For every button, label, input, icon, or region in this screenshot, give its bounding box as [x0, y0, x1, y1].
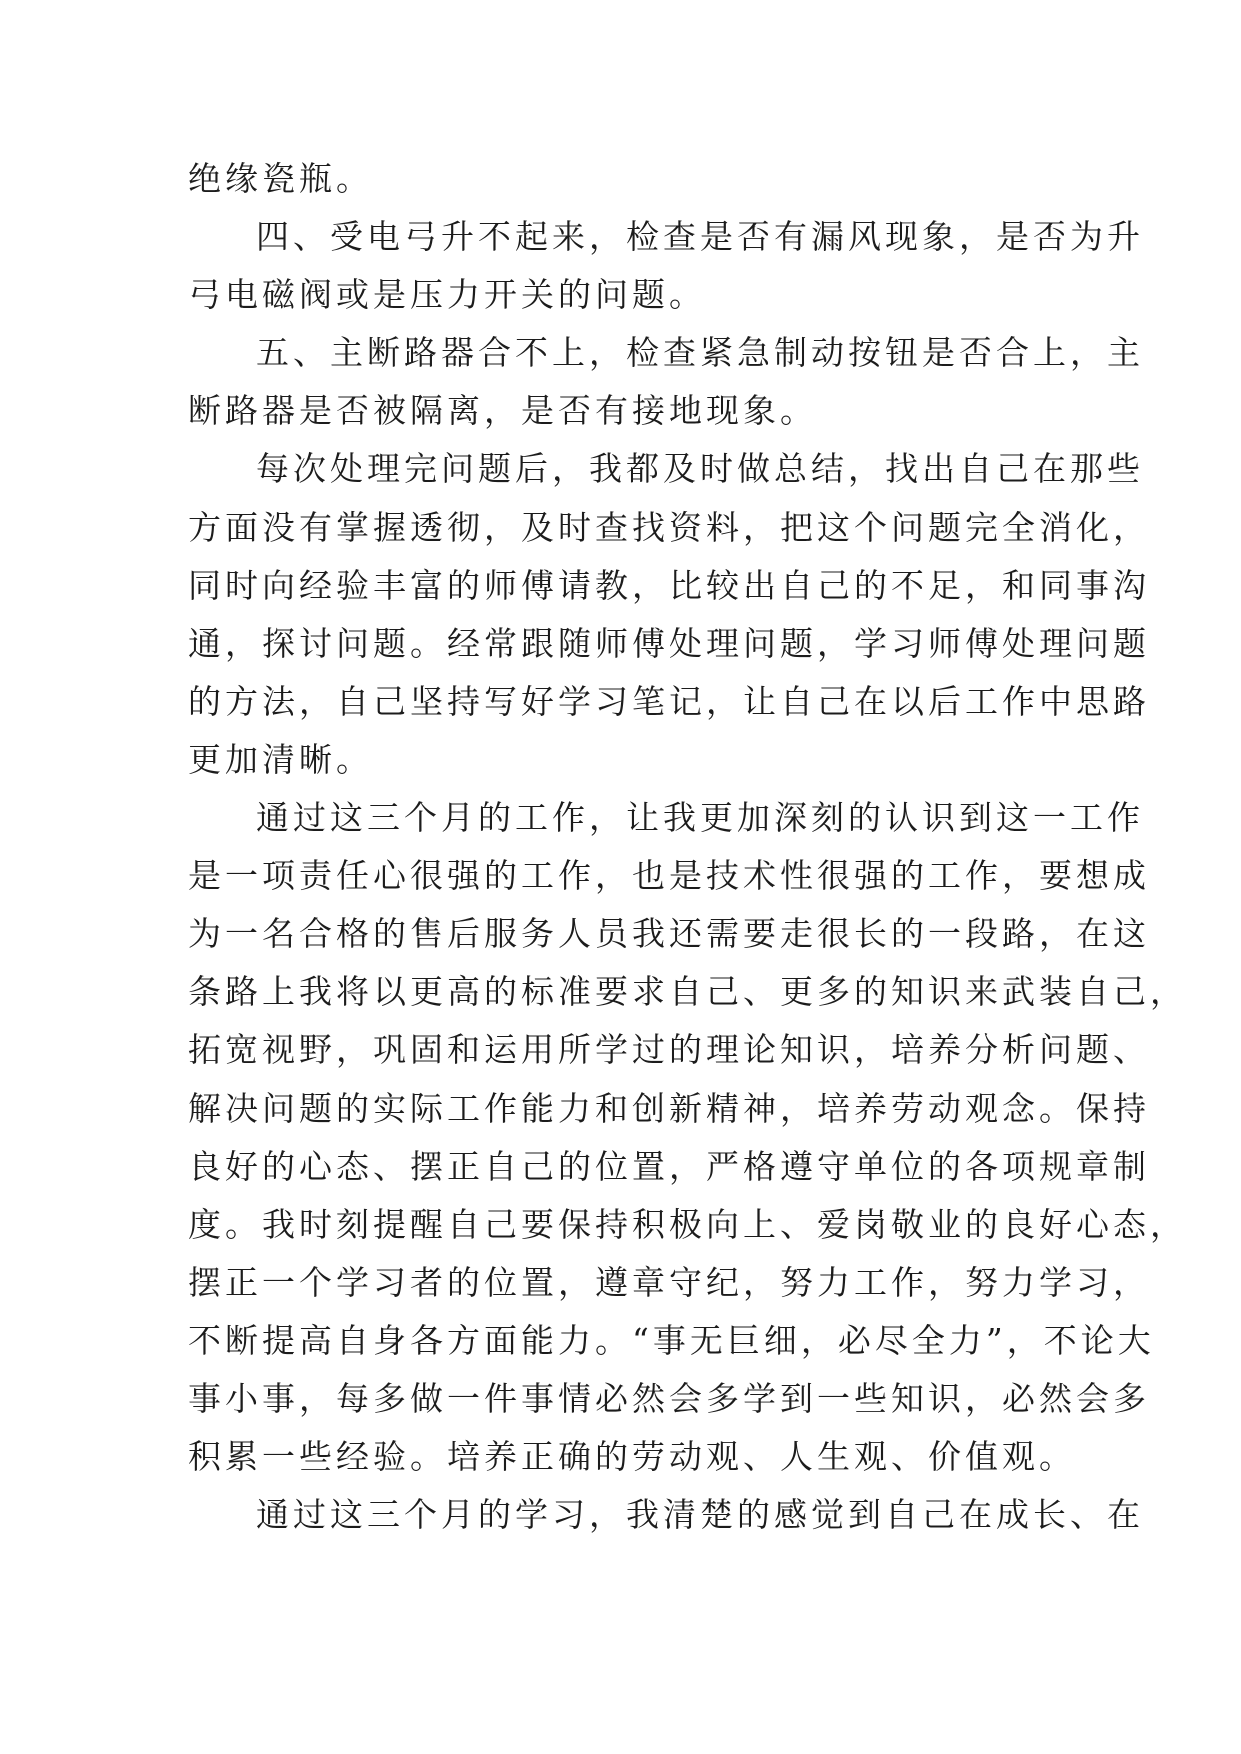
text-line: 弓电磁阀或是压力开关的问题。	[188, 275, 706, 315]
text-line: 不断提高自身各方面能力。“事无巨细，必尽全力”，不论大	[188, 1320, 1155, 1360]
text-line: 通过这三个月的工作，让我更加深刻的认识到这一工作	[256, 798, 1144, 838]
document-body	[188, 150, 1187, 1544]
text-line: 断路器是否被隔离，是否有接地现象。	[188, 391, 817, 431]
text-line: 条路上我将以更高的标准要求自己、更多的知识来武装自己，	[188, 972, 1187, 1012]
text-line: 解决问题的实际工作能力和创新精神，培养劳动观念。保持	[188, 1088, 1150, 1128]
text-line: 方面没有掌握透彻，及时查找资料，把这个问题完全消化，	[188, 507, 1150, 547]
text-line: 积累一些经验。培养正确的劳动观、人生观、价值观。	[188, 1437, 1076, 1477]
text-line: 通，探讨问题。经常跟随师傅处理问题，学习师傅处理问题	[188, 623, 1150, 663]
text-line: 五、主断路器合不上，检查紧急制动按钮是否合上，主	[256, 333, 1144, 373]
text-line: 四、受电弓升不起来，检查是否有漏风现象，是否为升	[256, 217, 1144, 257]
text-line: 通过这三个月的学习，我清楚的感觉到自己在成长、在	[256, 1495, 1144, 1535]
text-line: 同时向经验丰富的师傅请教，比较出自己的不足，和同事沟	[188, 565, 1150, 605]
text-line: 度。我时刻提醒自己要保持积极向上、爱岗敬业的良好心态，	[188, 1204, 1187, 1244]
text-line: 摆正一个学习者的位置，遵章守纪，努力工作，努力学习，	[188, 1262, 1150, 1302]
text-line: 的方法，自己坚持写好学习笔记，让自己在以后工作中思路	[188, 681, 1150, 721]
text-line: 拓宽视野，巩固和运用所学过的理论知识，培养分析问题、	[188, 1030, 1150, 1070]
text-line: 每次处理完问题后，我都及时做总结，找出自己在那些	[256, 449, 1144, 489]
text-line: 事小事，每多做一件事情必然会多学到一些知识，必然会多	[188, 1378, 1150, 1418]
text-line: 为一名合格的售后服务人员我还需要走很长的一段路，在这	[188, 914, 1150, 954]
text-line: 良好的心态、摆正自己的位置，严格遵守单位的各项规章制	[188, 1146, 1150, 1186]
text-line: 绝缘瓷瓶。	[188, 159, 373, 198]
text-line: 是一项责任心很强的工作，也是技术性很强的工作，要想成	[188, 856, 1150, 896]
text-line: 更加清晰。	[188, 739, 373, 779]
